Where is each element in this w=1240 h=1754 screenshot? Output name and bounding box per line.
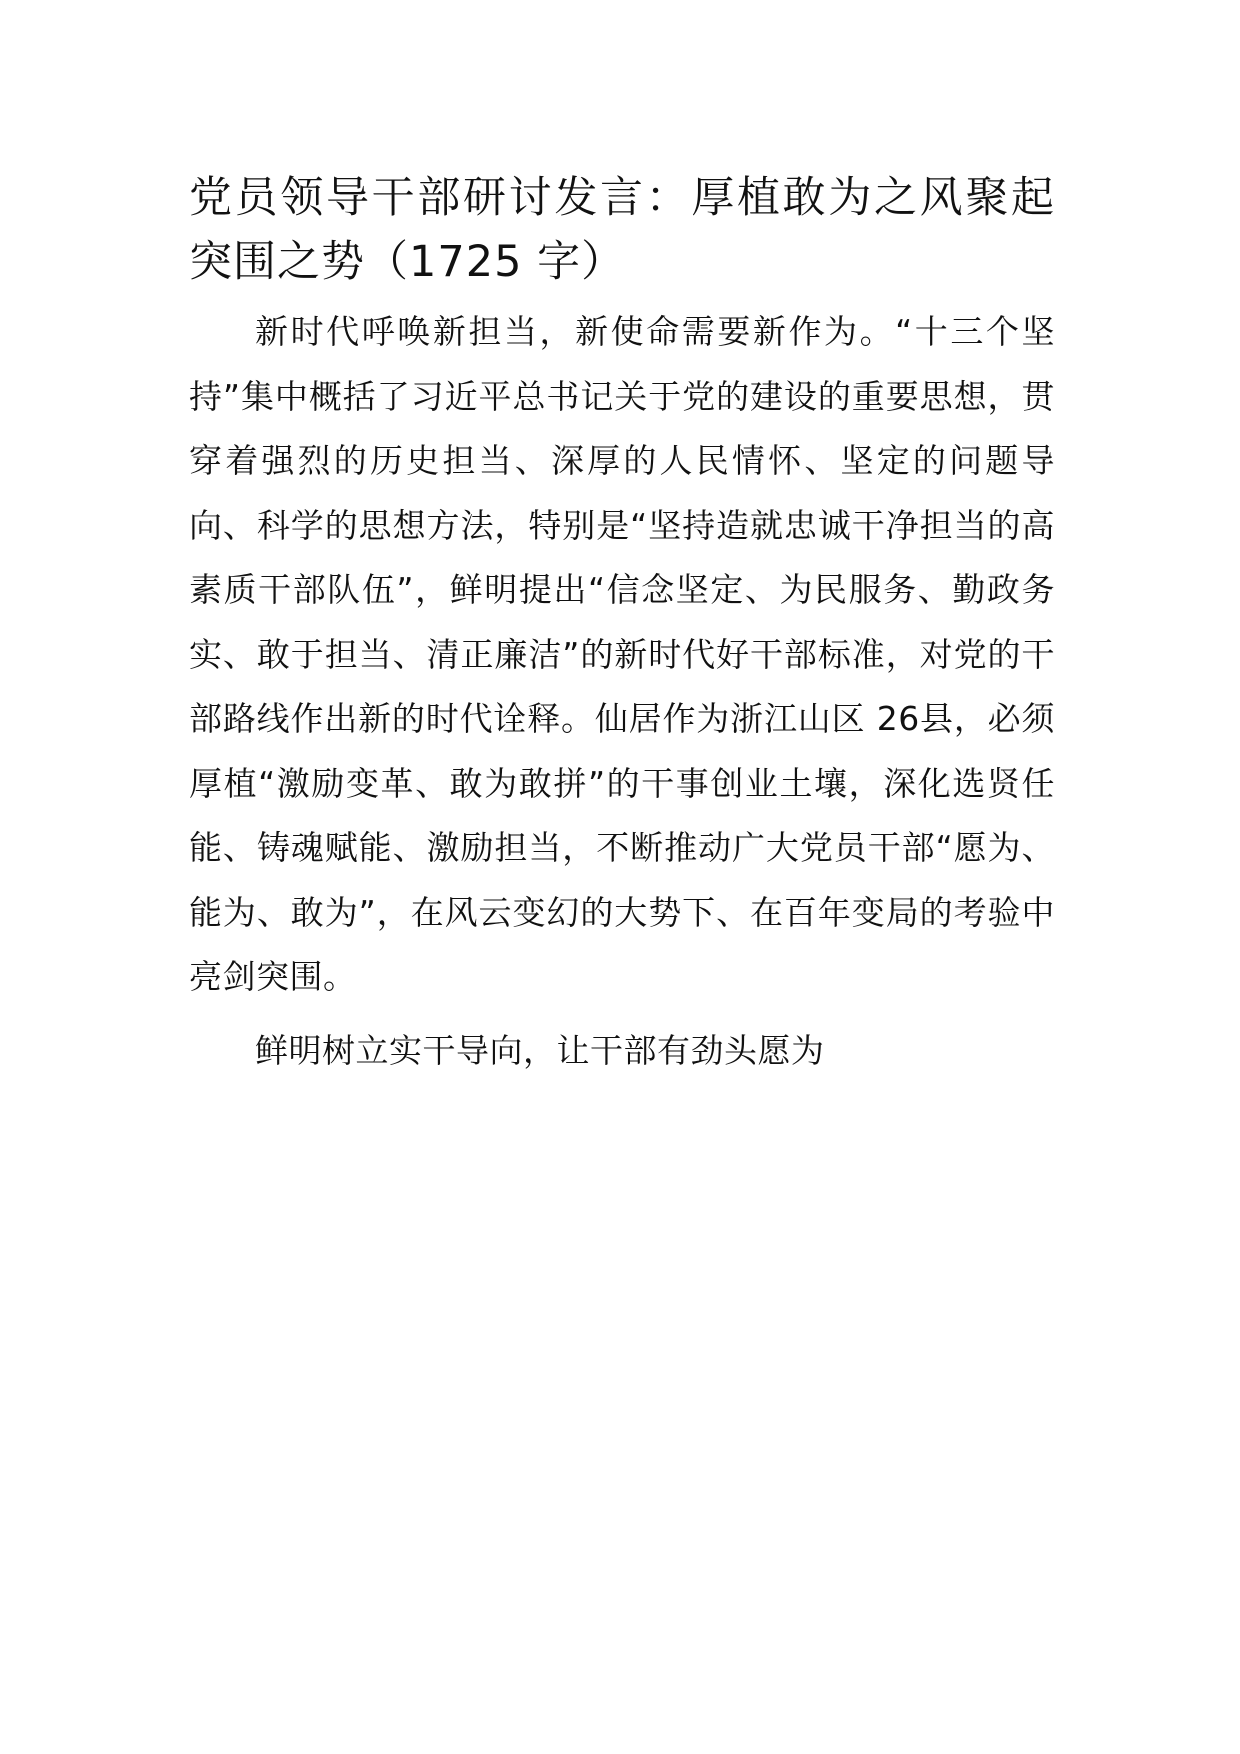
body-paragraph: 新时代呼唤新担当，新使命需要新作为。“十三个坚持”集中概括了习近平总书记关于党的建设的重要思想，贯穿着强烈的历史担当、深厚的人民情怀、坚定的问题导向、科学的思想方法，特别是“坚持造就忠诚干净担当的高素质干部队伍”，鲜明提出“信念坚定、为民服务、勤政务实、敢于担当、清正廉洁”的新时代好干部标准，对党的干部路线作出新的时代诠释。仙居作为浙江山区 26县，必须厚植“激励变革、敢为敢拼”的干事创业土壤，深化选贤任能、铸魂赋能、激励担当，不断推动广大党员干部“愿为、能为、敢为”，在风云变幻的大势下、在百年变局的考验中亮剑突围。 [189, 312, 1055, 996]
document-content [189, 166, 1055, 1083]
document-title: 党员领导干部研讨发言：厚植敢为之风聚起突围之势（1725 字） [189, 173, 1055, 287]
section-heading: 鲜明树立实干导向，让干部有劲头愿为 [255, 1030, 825, 1070]
